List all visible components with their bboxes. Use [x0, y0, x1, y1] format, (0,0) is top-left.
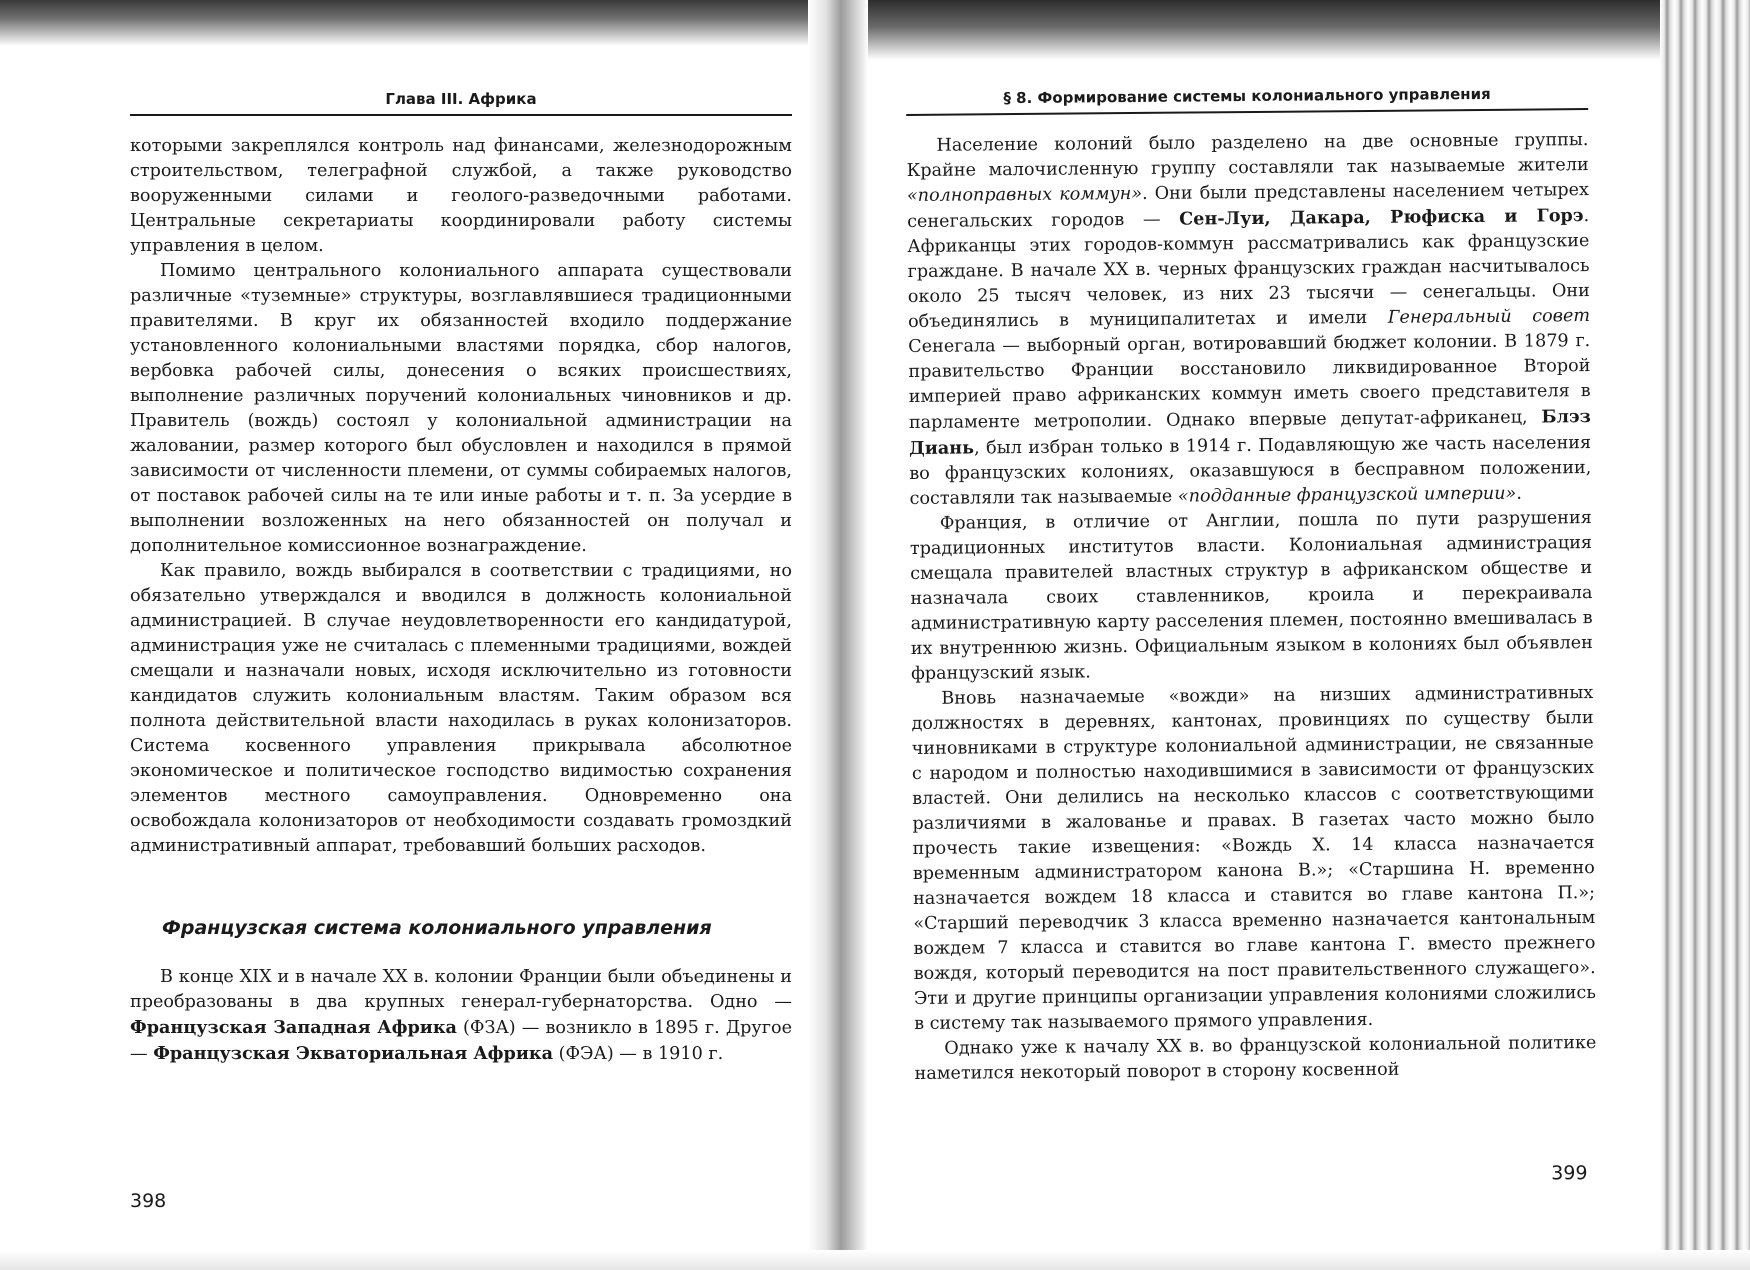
book-gutter [808, 0, 868, 1270]
paragraph: Как правило, вождь выбирался в соответствии с традициями, но обязательно утверждался и вводился в должность колониальной администрацией. В случае неудовлетворенности его кандидатурой, администрация уже не считалась с племенными традициями, вождей смещали и назначали новых, исходя исключительно из готовности кандидатов служить колониальным властям. Таким образом вся полнота действительной власти находилась в руках колонизаторов. Система косвенного управления прикрывала абсолютное экономическое и политическое господство видимостью сохранения элементов местного самоуправления. Одновременно она освобождала колонизаторов от необходимости создавать громоздкий административный аппарат, требовавший больших расходов. [130, 561, 792, 856]
page-number-left: 398 [130, 1190, 167, 1212]
paragraph: Франция, в отличие от Англии, пошла по пути разрушения традиционных институтов власти. Колониальная администрация смещала правителей властных структур в африканском обществе и назначала своих ставленников, кроила и перекраивала административную карту расселения племен, постоянно вмешивалась в их внутреннюю жизнь. Официальным языком в колониях был объявлен французский язык. [909, 508, 1593, 684]
bold-term: Французская Экваториальная Африка [153, 1043, 553, 1064]
bold-term: Французская Западная Африка [130, 1017, 457, 1038]
page-stack-edge [1660, 0, 1750, 1270]
paragraph: В конце XIX и в начале XX в. колонии Франции были объединены и преобразованы в два крупных генерал-губернаторства. Одно — Французская Западная Африка (ФЗА) — возникло в 1895 г. Другое — Французская Экваториальная Африка (ФЭА) — в 1910 г. [130, 967, 792, 1064]
bold-term: Сен-Луи, Дакара, Рюфиска и Горэ [1179, 205, 1584, 230]
italic-term: «полноправных коммун» [906, 183, 1143, 206]
scan-bottom-shadow [0, 1250, 1750, 1270]
italic-term: Генеральный совет [1387, 306, 1591, 328]
paragraph: Помимо центрального колониального аппарата существовали различные «туземные» структуры, возглавлявшиеся традиционными правителями. В круг их обязанностей входило поддержание установленного колониальными властями порядка, сбор налогов, вербовка рабочей силы, донесения о всяких происшествиях, выполнение различных поручений колониальных чиновников и др. Правитель (вождь) состоял у колониальной администрации на жаловании, размер которого был обусловлен и находился в прямой зависимости от численности племени, от суммы собираемых налогов, от поставок рабочей силы на те или иные работы и т. п. За усердие в выполнении возложенных на него обязанностей он получал и дополнительное комиссионное вознаграждение. [130, 261, 792, 556]
paragraph: Однако уже к началу XX в. во французской колониальной политике наметился некоторый поворот в сторону косвенной [914, 1033, 1597, 1084]
left-body-text-2 [130, 965, 792, 1067]
running-head-right: § 8. Формирование системы колониального управления [906, 84, 1588, 116]
right-body-text [906, 128, 1596, 1087]
running-head-left: Глава III. Африка [130, 90, 792, 116]
page-number-right: 399 [1551, 1162, 1588, 1185]
section-subheading: Французская система колониального управления [162, 917, 712, 939]
left-body-text [130, 134, 792, 859]
paragraph: Население колоний было разделено на две основные группы. Крайне малочисленную группу составляли так называемые жители «полноправных коммун». Они были представлены населением четырех сенегальских городов — Сен-Луи, Дакара, Рюфиска и Горэ. Африканцы этих городов-коммун рассматривались как французские граждане. В начале XX в. черных французских граждан насчитывалось около 25 тысяч человек, из них 23 тысячи — сенегальцы. Они объединялись в муниципалитетах и имели Генеральный совет Сенегала — выборный орган, вотировавший бюджет колонии. В 1879 г. правительство Франции восстановило ликвидированное Второй империей право африканских коммун иметь своего представителя в парламенте метрополии. Однако впервые депутат-африканец, Блэз Диань, был избран только в 1914 г. Подавляющую же часть населения во французских колониях, оказавшуюся в бесправном положении, составляли так называемые «подданные французской империи». [906, 130, 1592, 509]
italic-term: «подданные французской империи» [1177, 483, 1517, 507]
scan-top-shadow-right [840, 0, 1750, 60]
paragraph: Вновь назначаемые «вожди» на низших административных должностях в деревнях, кантонах, провинциях по существу были чиновниками в структуре колониальной администрации, не связанные с народом и полностью находившимися в зависимости от французских властей. Они делились на несколько классов с соответствующими различиями в жалованье и правах. В газетах часто можно было прочесть такие извещения: «Вождь X. 14 класса назначается временным администратором канона В.»; «Старшина Н. временно назначается вождем 18 класса и ставится во главе кантона П.»; «Старший переводчик 3 класса временно назначается кантональным вождем 7 класса и ставится во главе кантона Г. вместо прежнего вождя, который переводится на пост правительственного служащего». Эти и другие принципы организации управления колониями сложились в систему так называемого прямого управления. [911, 683, 1596, 1034]
paragraph: которыми закреплялся контроль над финансами, железнодорожным строительством, телеграфной службой, а также руководство вооруженными силами и геолого-разведочными работами. Центральные секретариаты координировали работу системы управления в целом. [130, 136, 792, 256]
right-page [906, 84, 1597, 1185]
left-page [130, 90, 792, 1212]
bold-term: Блэз Диань [909, 406, 1591, 459]
